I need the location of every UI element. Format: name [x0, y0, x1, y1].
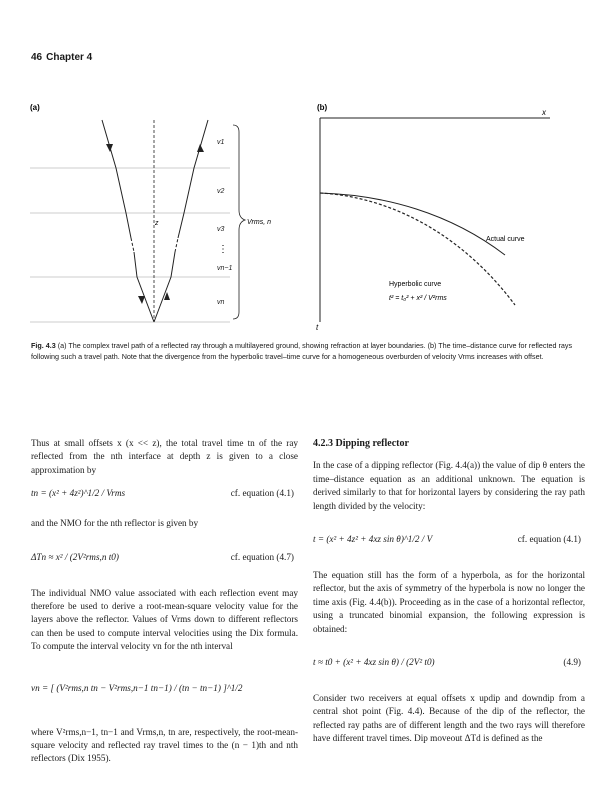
layer-label-v1: v1	[217, 139, 225, 146]
equation-reference: cf. equation (4.1)	[517, 534, 581, 545]
hyperbolic-equation: t² = t₀² + x² / V²rms	[389, 295, 447, 302]
arrow-down-icon	[138, 296, 145, 304]
equation-expression: t ≈ t0 + (x² + 4xz sin θ) / (2V² t0)	[313, 657, 435, 668]
panel-a-label: (a)	[30, 103, 40, 112]
paragraph: where V²rms,n−1, tn−1 and Vrms,n, tn are, respectively, the root-mean-square velocity and reflected ray travel times to the (n − 1)th and nth reflectors (Dix 1955).	[31, 726, 298, 764]
equation-expression: tn = (x² + 4z²)^1/2 / Vrms	[31, 488, 126, 499]
layer-boundaries	[30, 168, 233, 322]
arrow-down-icon	[106, 144, 113, 152]
caption-text: (a) The complex travel path of a reflected ray through a multilayered ground, showing refraction at layer boundaries. (b) The time–distance curve for reflected rays following such a travel path. Note that the divergence from the hyperbolic travel–time curve for a homogeneous overburden of velocity Vrms increases with offset.	[31, 341, 573, 361]
equation	[31, 541, 298, 577]
arrow-up-icon	[197, 144, 204, 152]
equation	[31, 664, 298, 716]
paragraph: The individual NMO value associated with each reflection event may therefore be used to derive a root-mean-square velocity value for the layers above the reflector. Values of Vrms down to different reflectors can then be used to compute interval velocities using the Dix formula. To compute the interval velocity vn for the nth interval	[31, 587, 298, 652]
caption-label: Fig. 4.3	[31, 341, 56, 350]
reflected-ray-dashed	[175, 238, 178, 252]
reflected-ray-upper	[178, 120, 208, 238]
equation-expression: ΔTn ≈ x² / (2V²rms,n t0)	[31, 551, 119, 562]
x-axis-label: x	[542, 108, 546, 117]
chapter-title: Chapter 4	[46, 52, 93, 63]
paragraph: and the NMO for the nth reflector is given by	[31, 518, 199, 529]
equation	[31, 487, 298, 507]
panel-b-label: (b)	[317, 103, 328, 112]
actual-curve	[320, 193, 505, 255]
equation-reference: cf. equation (4.7)	[230, 551, 294, 562]
layer-label-v2: v2	[217, 188, 225, 195]
figure-panel-b	[315, 100, 575, 332]
equation-expression: t = (x² + 4z² + 4xz sin θ)^1/2 / V	[313, 534, 433, 545]
section-heading: 4.2.3 Dipping reflector	[313, 438, 409, 449]
paragraph: Thus at small offsets x (x << z), the total travel time tn of the ray reflected from the nth interface at depth z is given to a close approximation by	[31, 438, 298, 475]
incident-ray-upper	[102, 120, 131, 238]
t-axis-label: t	[316, 323, 319, 332]
paragraph: In the case of a dipping reflector (Fig. 4.4(a)) the value of dip θ enters the time–distance equation as an additional unknown. The equation is derived similarly to that for horizontal layers by considering the ray path length divided by the velocity:	[313, 460, 585, 511]
depth-label: z	[155, 220, 159, 227]
running-head	[31, 52, 92, 63]
equation	[313, 646, 585, 682]
equation	[313, 523, 585, 559]
paragraph: Consider two receivers at equal offsets x updip and downdip from a central shot point (Fig. 4.4). Because of the dip of the reflector, the reflected ray paths are of different length and the two rays will therefore have different travel times. Dip moveout ΔTd is defined as the	[313, 693, 585, 744]
reflected-ray-lower	[154, 252, 175, 322]
incident-ray-lower	[134, 252, 154, 322]
incident-ray-dashed	[131, 238, 134, 252]
paragraph: The equation still has the form of a hyperbola, as for the horizontal reflector, but the axis of symmetry of the hyperbola is now no longer the time axis (Fig. 4.4(b)). Proceeding as in the case of a horizontal reflector, using a truncated binomial expansion, the following expression is obtained:	[313, 570, 585, 634]
page-number: 46	[31, 52, 43, 63]
right-column	[313, 437, 585, 746]
equation-reference: cf. equation (4.1)	[230, 488, 294, 499]
brace	[233, 125, 245, 319]
layer-label-v3: v3	[217, 226, 225, 233]
brace-label: Vrms, n	[247, 219, 271, 226]
hyperbolic-curve-label: Hyperbolic curve	[389, 281, 442, 288]
left-column	[31, 437, 298, 766]
layer-label-vn-1: vn−1	[217, 265, 233, 272]
equation-reference: (4.9)	[563, 657, 581, 668]
layer-dots: ⋮	[218, 244, 228, 255]
equation-expression: vn = [ (V²rms,n tn − V²rms,n−1 tn−1) / (tn − tn−1) ]^1/2	[31, 682, 243, 693]
figure-panel-a	[30, 100, 290, 332]
actual-curve-label: Actual curve	[486, 236, 525, 243]
layer-label-vn: vn	[217, 299, 225, 306]
hyperbolic-curve	[320, 193, 515, 305]
figure-caption	[31, 341, 583, 362]
